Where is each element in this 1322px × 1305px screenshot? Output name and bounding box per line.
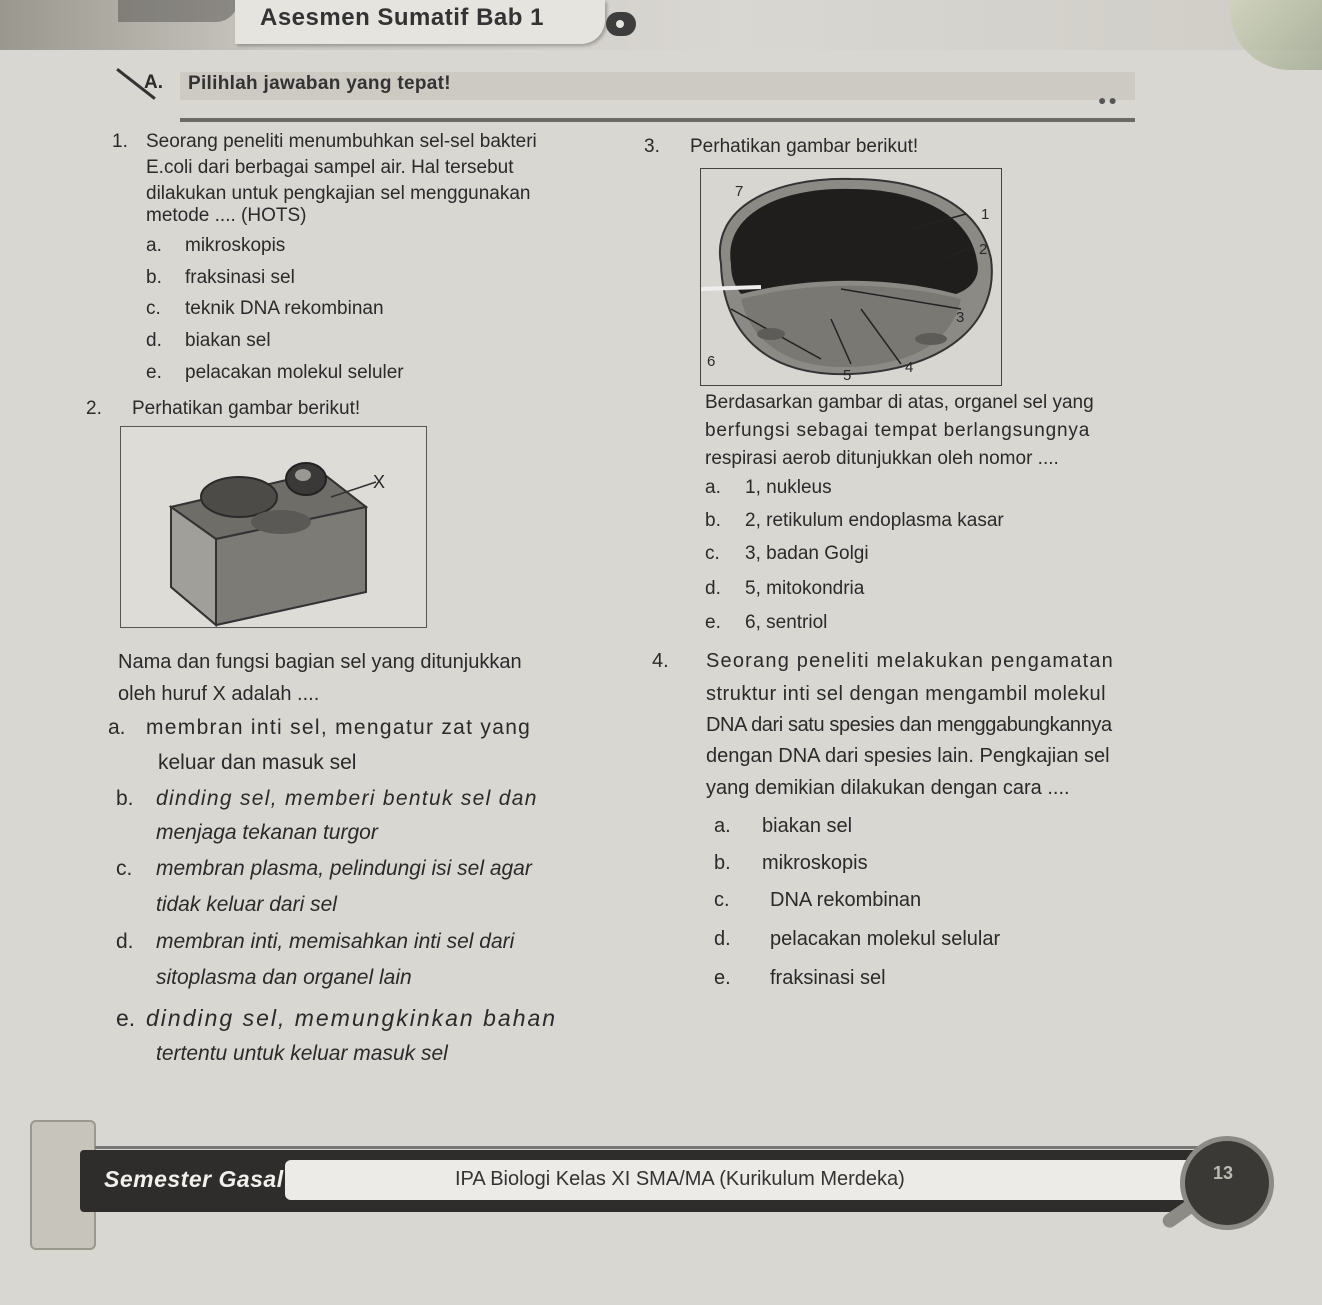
header-decoration	[118, 0, 238, 22]
option-letter: b.	[705, 510, 721, 531]
question-text-line: oleh huruf X adalah ....	[118, 683, 320, 705]
option-letter: a.	[146, 235, 162, 256]
plant-cell-illustration-icon	[121, 427, 426, 627]
question-text-line: Seorang peneliti melakukan pengamatan	[706, 650, 1114, 672]
option-letter: b.	[146, 267, 162, 288]
option-text: tertentu untuk keluar masuk sel	[156, 1042, 448, 1065]
option-text: dinding sel, memungkinkan bahan	[146, 1005, 558, 1031]
animal-cell-figure	[700, 168, 1002, 386]
dots-decoration: ●●	[1098, 92, 1119, 108]
question-text-line: dilakukan untuk pengkajian sel menggunakan	[146, 183, 531, 204]
figure-label: 5	[843, 367, 852, 384]
option-text: membran inti, memisahkan inti sel dari	[156, 930, 515, 953]
animal-cell-illustration-icon	[701, 169, 1001, 385]
option-letter: c.	[146, 298, 161, 319]
page-title: Asesmen Sumatif Bab 1	[260, 4, 544, 31]
option-text: menjaga tekanan turgor	[156, 821, 378, 844]
figure-label: 2	[979, 241, 988, 258]
footer-divider	[95, 1146, 1240, 1149]
option-text: membran inti sel, mengatur zat yang	[146, 716, 532, 739]
question-text-line: Nama dan fungsi bagian sel yang ditunjukkan	[118, 651, 522, 673]
option-text: 3, badan Golgi	[745, 543, 869, 564]
leaf-decoration-icon	[1230, 0, 1322, 70]
option-letter: e.	[705, 612, 721, 633]
question-text-line: dengan DNA dari spesies lain. Pengkajian sel	[706, 745, 1110, 767]
figure-label: 4	[905, 359, 914, 376]
figure-label: 1	[981, 206, 990, 223]
question-prompt: Perhatikan gambar berikut!	[690, 136, 919, 157]
figure-label: 6	[707, 353, 716, 370]
question-text-line: DNA dari satu spesies dan menggabungkannya	[706, 714, 1112, 736]
section-divider	[180, 118, 1135, 122]
question-number: 3.	[644, 136, 660, 157]
section-instruction: Pilihlah jawaban yang tepat!	[188, 73, 451, 94]
question-text-line: struktur inti sel dengan mengambil molekul	[706, 683, 1107, 705]
option-text: membran plasma, pelindungi isi sel agar	[156, 857, 532, 880]
option-text: biakan sel	[762, 815, 853, 837]
option-letter: c.	[714, 889, 730, 911]
option-text: teknik DNA rekombinan	[185, 298, 384, 319]
question-text-line: respirasi aerob ditunjukkan oleh nomor ....	[705, 448, 1059, 469]
option-letter: a.	[108, 716, 126, 739]
option-text: fraksinasi sel	[770, 967, 886, 989]
question-text-line: metode .... (HOTS)	[146, 205, 307, 226]
question-number: 4.	[652, 650, 669, 672]
option-letter: c.	[116, 857, 133, 880]
option-text: pelacakan molekul selular	[770, 928, 1001, 950]
option-letter: a.	[714, 815, 731, 837]
question-text-line: yang demikian dilakukan dengan cara ....	[706, 777, 1070, 799]
option-text: pelacakan molekul seluler	[185, 362, 404, 383]
option-text: mikroskopis	[762, 852, 868, 874]
figure-label: 3	[956, 309, 965, 326]
option-letter: e.	[116, 1005, 136, 1031]
option-letter: e.	[714, 967, 731, 989]
option-text: 1, nukleus	[745, 477, 832, 498]
option-text: keluar dan masuk sel	[158, 751, 357, 774]
option-text: 5, mitokondria	[745, 578, 865, 599]
footer-book-title: IPA Biologi Kelas XI SMA/MA (Kurikulum Merdeka)	[455, 1168, 905, 1190]
question-text-line: Seorang peneliti menumbuhkan sel-sel bakteri	[146, 131, 537, 152]
page-number: 13	[1213, 1163, 1234, 1183]
option-text: sitoplasma dan organel lain	[156, 966, 412, 989]
question-text-line: Berdasarkan gambar di atas, organel sel yang	[705, 392, 1094, 413]
option-text: mikroskopis	[185, 235, 286, 256]
title-dot-icon	[606, 12, 636, 36]
option-text: dinding sel, memberi bentuk sel dan	[156, 787, 538, 810]
question-text-line: E.coli dari berbagai sampel air. Hal tersebut	[146, 157, 514, 178]
option-letter: a.	[705, 477, 721, 498]
option-text: 6, sentriol	[745, 612, 828, 633]
section-letter: A.	[144, 72, 163, 93]
option-text: DNA rekombinan	[770, 889, 922, 911]
plant-cell-figure	[120, 426, 427, 628]
question-prompt: Perhatikan gambar berikut!	[132, 398, 361, 419]
option-text: 2, retikulum endoplasma kasar	[745, 510, 1004, 531]
figure-label: 7	[735, 183, 744, 200]
option-text: tidak keluar dari sel	[156, 893, 337, 916]
option-letter: d.	[714, 928, 731, 950]
question-text-line: berfungsi sebagai tempat berlangsungnya	[705, 420, 1091, 441]
option-letter: d.	[705, 578, 721, 599]
option-text: biakan sel	[185, 330, 271, 351]
question-number: 1.	[112, 131, 128, 152]
option-letter: e.	[146, 362, 162, 383]
option-letter: d.	[146, 330, 162, 351]
question-number: 2.	[86, 398, 102, 419]
footer-semester: Semester Gasal	[104, 1166, 284, 1192]
figure-label-x: X	[373, 472, 386, 492]
option-letter: c.	[705, 543, 720, 564]
option-letter: d.	[116, 930, 134, 953]
option-letter: b.	[714, 852, 731, 874]
option-text: fraksinasi sel	[185, 267, 295, 288]
option-letter: b.	[116, 787, 134, 810]
